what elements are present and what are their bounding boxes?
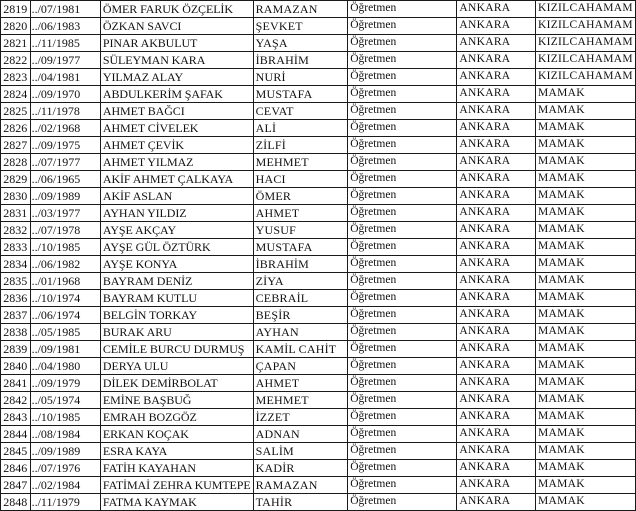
father-name-cell: MEHMET (253, 392, 348, 409)
father-name-cell: ŞEVKET (253, 18, 348, 35)
birth-date-cell: ../07/1978 (30, 222, 100, 239)
row-number-cell: 2819 (1, 1, 31, 18)
father-name-cell: HACI (253, 171, 348, 188)
district-cell: MAMAK (535, 239, 635, 256)
father-name-cell: MEHMET (253, 154, 348, 171)
table-row (1, 222, 636, 239)
table-row (1, 1, 636, 18)
birth-date-cell: ../07/1977 (30, 154, 100, 171)
full-name-cell: ERKAN KOÇAK (100, 426, 253, 443)
district-cell: KIZILCAHAMAM (535, 69, 635, 86)
father-name-cell: MUSTAFA (253, 86, 348, 103)
job-title-cell: Öğretmen (348, 358, 457, 375)
city-cell: ANKARA (457, 392, 536, 409)
table-row (1, 358, 636, 375)
district-cell: MAMAK (535, 86, 635, 103)
birth-date-cell: ../06/1983 (30, 18, 100, 35)
job-title-cell: Öğretmen (348, 171, 457, 188)
father-name-cell: İBRAHİM (253, 256, 348, 273)
district-cell: KIZILCAHAMAM (535, 52, 635, 69)
father-name-cell: ADNAN (253, 426, 348, 443)
district-cell: MAMAK (535, 392, 635, 409)
table-row (1, 137, 636, 154)
father-name-cell: AHMET (253, 205, 348, 222)
birth-date-cell: ../09/1977 (30, 52, 100, 69)
row-number-cell: 2841 (1, 375, 31, 392)
table-row (1, 35, 636, 52)
table-row (1, 205, 636, 222)
district-cell: MAMAK (535, 460, 635, 477)
father-name-cell: İZZET (253, 409, 348, 426)
father-name-cell: CEBRAİL (253, 290, 348, 307)
father-name-cell: ÇAPAN (253, 358, 348, 375)
row-number-cell: 2846 (1, 460, 31, 477)
row-number-cell: 2838 (1, 324, 31, 341)
job-title-cell: Öğretmen (348, 52, 457, 69)
full-name-cell: EMİNE BAŞBUĞ (100, 392, 253, 409)
full-name-cell: FATMA KAYMAK (100, 494, 253, 511)
city-cell: ANKARA (457, 35, 536, 52)
birth-date-cell: ../06/1982 (30, 256, 100, 273)
full-name-cell: FATİH KAYAHAN (100, 460, 253, 477)
job-title-cell: Öğretmen (348, 1, 457, 18)
table-row (1, 239, 636, 256)
district-cell: MAMAK (535, 477, 635, 494)
row-number-cell: 2843 (1, 409, 31, 426)
district-cell: MAMAK (535, 307, 635, 324)
district-cell: MAMAK (535, 205, 635, 222)
full-name-cell: CEMİLE BURCU DURMUŞ (100, 341, 253, 358)
city-cell: ANKARA (457, 137, 536, 154)
job-title-cell: Öğretmen (348, 239, 457, 256)
father-name-cell: KADİR (253, 460, 348, 477)
city-cell: ANKARA (457, 409, 536, 426)
city-cell: ANKARA (457, 494, 536, 511)
district-cell: MAMAK (535, 426, 635, 443)
table-row (1, 18, 636, 35)
birth-date-cell: ../09/1989 (30, 443, 100, 460)
job-title-cell: Öğretmen (348, 86, 457, 103)
father-name-cell: CEVAT (253, 103, 348, 120)
row-number-cell: 2835 (1, 273, 31, 290)
job-title-cell: Öğretmen (348, 392, 457, 409)
district-cell: MAMAK (535, 324, 635, 341)
job-title-cell: Öğretmen (348, 205, 457, 222)
city-cell: ANKARA (457, 341, 536, 358)
father-name-cell: AYHAN (253, 324, 348, 341)
full-name-cell: AHMET ÇEVİK (100, 137, 253, 154)
birth-date-cell: ../09/1970 (30, 86, 100, 103)
city-cell: ANKARA (457, 256, 536, 273)
district-cell: MAMAK (535, 375, 635, 392)
full-name-cell: DİLEK DEMİRBOLAT (100, 375, 253, 392)
birth-date-cell: ../03/1977 (30, 205, 100, 222)
full-name-cell: BAYRAM KUTLU (100, 290, 253, 307)
table-row (1, 443, 636, 460)
table-row (1, 52, 636, 69)
district-cell: KIZILCAHAMAM (535, 18, 635, 35)
row-number-cell: 2829 (1, 171, 31, 188)
city-cell: ANKARA (457, 426, 536, 443)
row-number-cell: 2826 (1, 120, 31, 137)
job-title-cell: Öğretmen (348, 103, 457, 120)
father-name-cell: AHMET (253, 375, 348, 392)
full-name-cell: BURAK ARU (100, 324, 253, 341)
full-name-cell: ESRA KAYA (100, 443, 253, 460)
district-cell: MAMAK (535, 256, 635, 273)
full-name-cell: AKİF ASLAN (100, 188, 253, 205)
full-name-cell: YILMAZ ALAY (100, 69, 253, 86)
district-cell: KIZILCAHAMAM (535, 1, 635, 18)
birth-date-cell: ../06/1965 (30, 171, 100, 188)
job-title-cell: Öğretmen (348, 120, 457, 137)
district-cell: MAMAK (535, 120, 635, 137)
table-row (1, 477, 636, 494)
job-title-cell: Öğretmen (348, 341, 457, 358)
father-name-cell: ZİYA (253, 273, 348, 290)
row-number-cell: 2822 (1, 52, 31, 69)
row-number-cell: 2844 (1, 426, 31, 443)
father-name-cell: RAMAZAN (253, 1, 348, 18)
table-row (1, 171, 636, 188)
row-number-cell: 2823 (1, 69, 31, 86)
district-cell: KIZILCAHAMAM (535, 35, 635, 52)
row-number-cell: 2837 (1, 307, 31, 324)
job-title-cell: Öğretmen (348, 273, 457, 290)
birth-date-cell: ../10/1985 (30, 409, 100, 426)
row-number-cell: 2832 (1, 222, 31, 239)
birth-date-cell: ../04/1981 (30, 69, 100, 86)
birth-date-cell: ../01/1968 (30, 273, 100, 290)
birth-date-cell: ../11/1979 (30, 494, 100, 511)
job-title-cell: Öğretmen (348, 154, 457, 171)
city-cell: ANKARA (457, 290, 536, 307)
row-number-cell: 2836 (1, 290, 31, 307)
full-name-cell: AKİF AHMET ÇALKAYA (100, 171, 253, 188)
birth-date-cell: ../09/1981 (30, 341, 100, 358)
row-number-cell: 2840 (1, 358, 31, 375)
job-title-cell: Öğretmen (348, 290, 457, 307)
birth-date-cell: ../02/1968 (30, 120, 100, 137)
table-row (1, 409, 636, 426)
father-name-cell: RAMAZAN (253, 477, 348, 494)
city-cell: ANKARA (457, 443, 536, 460)
job-title-cell: Öğretmen (348, 18, 457, 35)
city-cell: ANKARA (457, 324, 536, 341)
job-title-cell: Öğretmen (348, 443, 457, 460)
birth-date-cell: ../08/1984 (30, 426, 100, 443)
city-cell: ANKARA (457, 69, 536, 86)
table-row (1, 154, 636, 171)
job-title-cell: Öğretmen (348, 460, 457, 477)
job-title-cell: Öğretmen (348, 375, 457, 392)
birth-date-cell: ../10/1985 (30, 239, 100, 256)
father-name-cell: NURİ (253, 69, 348, 86)
row-number-cell: 2830 (1, 188, 31, 205)
full-name-cell: AYŞE KONYA (100, 256, 253, 273)
father-name-cell: KAMİL CAHİT (253, 341, 348, 358)
table-row (1, 494, 636, 511)
district-cell: MAMAK (535, 409, 635, 426)
city-cell: ANKARA (457, 188, 536, 205)
city-cell: ANKARA (457, 358, 536, 375)
father-name-cell: YUSUF (253, 222, 348, 239)
city-cell: ANKARA (457, 205, 536, 222)
full-name-cell: AHMET BAĞCI (100, 103, 253, 120)
job-title-cell: Öğretmen (348, 188, 457, 205)
row-number-cell: 2848 (1, 494, 31, 511)
job-title-cell: Öğretmen (348, 409, 457, 426)
district-cell: MAMAK (535, 103, 635, 120)
district-cell: MAMAK (535, 443, 635, 460)
father-name-cell: ZİLFİ (253, 137, 348, 154)
father-name-cell: BEŞİR (253, 307, 348, 324)
table-body (1, 0, 636, 511)
father-name-cell: ALİ (253, 120, 348, 137)
birth-date-cell: ../09/1989 (30, 188, 100, 205)
table-row (1, 460, 636, 477)
birth-date-cell: ../06/1974 (30, 307, 100, 324)
job-title-cell: Öğretmen (348, 256, 457, 273)
city-cell: ANKARA (457, 86, 536, 103)
city-cell: ANKARA (457, 154, 536, 171)
full-name-cell: DERYA ULU (100, 358, 253, 375)
full-name-cell: BELGİN TORKAY (100, 307, 253, 324)
city-cell: ANKARA (457, 222, 536, 239)
row-number-cell: 2820 (1, 18, 31, 35)
table-row (1, 273, 636, 290)
father-name-cell: ÖMER (253, 188, 348, 205)
table-row (1, 69, 636, 86)
table-row (1, 103, 636, 120)
full-name-cell: AYŞE AKÇAY (100, 222, 253, 239)
row-number-cell: 2831 (1, 205, 31, 222)
district-cell: MAMAK (535, 273, 635, 290)
district-cell: MAMAK (535, 171, 635, 188)
job-title-cell: Öğretmen (348, 494, 457, 511)
table-row (1, 392, 636, 409)
row-number-cell: 2827 (1, 137, 31, 154)
job-title-cell: Öğretmen (348, 307, 457, 324)
birth-date-cell: ../11/1978 (30, 103, 100, 120)
city-cell: ANKARA (457, 477, 536, 494)
table-row (1, 290, 636, 307)
table-row (1, 256, 636, 273)
district-cell: MAMAK (535, 290, 635, 307)
row-number-cell: 2839 (1, 341, 31, 358)
district-cell: MAMAK (535, 494, 635, 511)
table-row (1, 375, 636, 392)
full-name-cell: ABDULKERİM ŞAFAK (100, 86, 253, 103)
city-cell: ANKARA (457, 171, 536, 188)
full-name-cell: AYŞE GÜL ÖZTÜRK (100, 239, 253, 256)
row-number-cell: 2834 (1, 256, 31, 273)
birth-date-cell: ../05/1985 (30, 324, 100, 341)
full-name-cell: ÖZKAN SAVCI (100, 18, 253, 35)
city-cell: ANKARA (457, 18, 536, 35)
district-cell: MAMAK (535, 341, 635, 358)
full-name-cell: PINAR AKBULUT (100, 35, 253, 52)
row-number-cell: 2824 (1, 86, 31, 103)
father-name-cell: TAHİR (253, 494, 348, 511)
city-cell: ANKARA (457, 375, 536, 392)
birth-date-cell: ../10/1974 (30, 290, 100, 307)
full-name-cell: SÜLEYMAN KARA (100, 52, 253, 69)
table-row (1, 120, 636, 137)
birth-date-cell: ../09/1979 (30, 375, 100, 392)
row-number-cell: 2833 (1, 239, 31, 256)
birth-date-cell: ../02/1984 (30, 477, 100, 494)
job-title-cell: Öğretmen (348, 35, 457, 52)
city-cell: ANKARA (457, 307, 536, 324)
district-cell: MAMAK (535, 137, 635, 154)
birth-date-cell: ../04/1980 (30, 358, 100, 375)
full-name-cell: BAYRAM DENİZ (100, 273, 253, 290)
full-name-cell: AHMET YILMAZ (100, 154, 253, 171)
row-number-cell: 2825 (1, 103, 31, 120)
district-cell: MAMAK (535, 154, 635, 171)
father-name-cell: İBRAHİM (253, 52, 348, 69)
job-title-cell: Öğretmen (348, 324, 457, 341)
birth-date-cell: ../07/1976 (30, 460, 100, 477)
row-number-cell: 2845 (1, 443, 31, 460)
birth-date-cell: ../09/1975 (30, 137, 100, 154)
city-cell: ANKARA (457, 103, 536, 120)
birth-date-cell: ../05/1974 (30, 392, 100, 409)
city-cell: ANKARA (457, 460, 536, 477)
birth-date-cell: ../07/1981 (30, 1, 100, 18)
city-cell: ANKARA (457, 52, 536, 69)
father-name-cell: MUSTAFA (253, 239, 348, 256)
job-title-cell: Öğretmen (348, 137, 457, 154)
row-number-cell: 2821 (1, 35, 31, 52)
city-cell: ANKARA (457, 120, 536, 137)
table-row (1, 341, 636, 358)
table-row (1, 307, 636, 324)
job-title-cell: Öğretmen (348, 69, 457, 86)
district-cell: MAMAK (535, 222, 635, 239)
table-row (1, 86, 636, 103)
father-name-cell: YAŞA (253, 35, 348, 52)
table-row (1, 426, 636, 443)
father-name-cell: SALİM (253, 443, 348, 460)
district-cell: MAMAK (535, 188, 635, 205)
full-name-cell: AHMET CİVELEK (100, 120, 253, 137)
table-row (1, 188, 636, 205)
row-number-cell: 2847 (1, 477, 31, 494)
city-cell: ANKARA (457, 1, 536, 18)
full-name-cell: AYHAN YILDIZ (100, 205, 253, 222)
job-title-cell: Öğretmen (348, 477, 457, 494)
city-cell: ANKARA (457, 239, 536, 256)
birth-date-cell: ../11/1985 (30, 35, 100, 52)
row-number-cell: 2842 (1, 392, 31, 409)
table-row (1, 324, 636, 341)
full-name-cell: ÖMER FARUK ÖZÇELİK (100, 1, 253, 18)
full-name-cell: EMRAH BOZGÖZ (100, 409, 253, 426)
city-cell: ANKARA (457, 273, 536, 290)
district-cell: MAMAK (535, 358, 635, 375)
full-name-cell: FATİMAİ ZEHRA KUMTEPE (100, 477, 253, 494)
job-title-cell: Öğretmen (348, 426, 457, 443)
job-title-cell: Öğretmen (348, 222, 457, 239)
row-number-cell: 2828 (1, 154, 31, 171)
